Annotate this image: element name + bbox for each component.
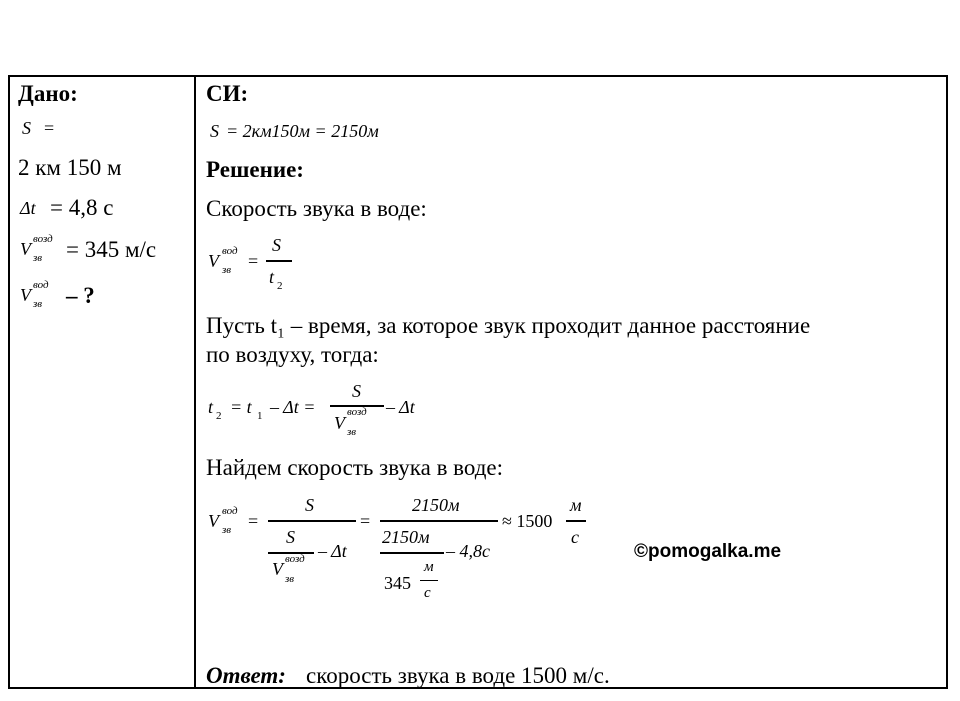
given-v-water-symbol: V [20, 285, 31, 305]
f3-eq: = [248, 511, 259, 531]
si-formula: = 2км150м = 2150м [226, 121, 379, 141]
watermark: ©pomogalka.me [634, 541, 782, 562]
table-frame [8, 75, 948, 689]
given-v-air-symbol: V [20, 239, 31, 259]
f2-den-super: возд [347, 406, 367, 418]
f1-v-sub: зв [222, 264, 232, 276]
given-dt-symbol: Δt [20, 198, 36, 218]
f3-v-sub: зв [222, 524, 232, 536]
given-v-water-super: вод [33, 279, 49, 291]
f3-v-super: вод [222, 505, 238, 517]
given-v-water-sub: зв [33, 298, 43, 310]
f3-main-bar-2 [380, 520, 498, 522]
f3-den2-unit-den: с [424, 585, 431, 601]
solution-line-3: по воздуху, тогда: [206, 342, 379, 367]
f1-fraction-bar [266, 260, 292, 262]
f3-den1-den: V [272, 559, 283, 579]
f3-den2-coef: 345 [384, 573, 411, 593]
f2-den-sub: зв [347, 426, 357, 438]
f1-eq: = [248, 251, 259, 271]
f1-den: t [269, 267, 275, 287]
f2-mid: = t [230, 397, 252, 417]
solution-line-2: Пусть t₁ – время, за которое звук проходит данное расстояние [206, 313, 811, 338]
f3-num1: S [305, 495, 314, 515]
f3-den1-num: S [286, 527, 295, 547]
f1-den-sub: 2 [277, 280, 283, 292]
f3-den1-tail: – Δt [318, 541, 347, 561]
f3-unit-den: с [571, 527, 579, 547]
f3-eq2: = [360, 511, 371, 531]
given-v-air-sub: зв [33, 252, 43, 264]
f3-den2-unit-num: м [424, 559, 434, 575]
f3-approx: ≈ 1500 [502, 511, 553, 531]
solution-line-1: Скорость звука в воде: [206, 196, 427, 221]
given-v-air-super: возд [33, 233, 53, 245]
f1-v-super: вод [222, 245, 238, 257]
given-v-air-value: = 345 м/с [66, 237, 157, 262]
f3-v-symbol: V [208, 511, 219, 531]
given-find: – ? [66, 283, 95, 308]
f3-unit-bar [566, 520, 586, 522]
f2-t2-sub: 2 [216, 410, 222, 422]
f3-main-bar-1 [268, 520, 356, 522]
f2-t2: t [208, 397, 214, 417]
f3-sub-bar-2 [380, 552, 444, 554]
given-s-symbol: S [22, 118, 31, 138]
given-header: Дано: [18, 81, 78, 106]
column-divider [194, 75, 196, 689]
f1-num: S [272, 235, 281, 255]
si-header: СИ: [206, 81, 249, 106]
f2-num: S [352, 381, 361, 401]
answer-text: скорость звука в воде 1500 м/с. [306, 663, 610, 688]
answer-label: Ответ: [206, 663, 286, 688]
given-dt-value: = 4,8 с [50, 195, 114, 220]
given-s-value: 2 км 150 м [18, 155, 122, 180]
solution-header: Решение: [206, 157, 304, 182]
f3-den2-unit-bar [420, 580, 438, 581]
f3-num2: 2150м [412, 495, 460, 515]
f3-unit-num: м [570, 495, 582, 515]
f2-den: V [334, 413, 345, 433]
f3-den1-super: возд [285, 553, 305, 565]
si-lhs: S [210, 121, 219, 141]
f3-den1-sub: зв [285, 573, 295, 585]
f3-den2-tail: – 4,8с [446, 541, 490, 561]
solution-line-4: Найдем скорость звука в воде: [206, 455, 504, 480]
f2-tail: – Δt [386, 397, 415, 417]
given-s-eq: = [44, 118, 55, 138]
f1-v-symbol: V [208, 251, 219, 271]
f2-mid2: – Δt = [270, 397, 316, 417]
f2-t1-sub: 1 [257, 410, 263, 422]
f3-den2-num: 2150м [382, 527, 430, 547]
